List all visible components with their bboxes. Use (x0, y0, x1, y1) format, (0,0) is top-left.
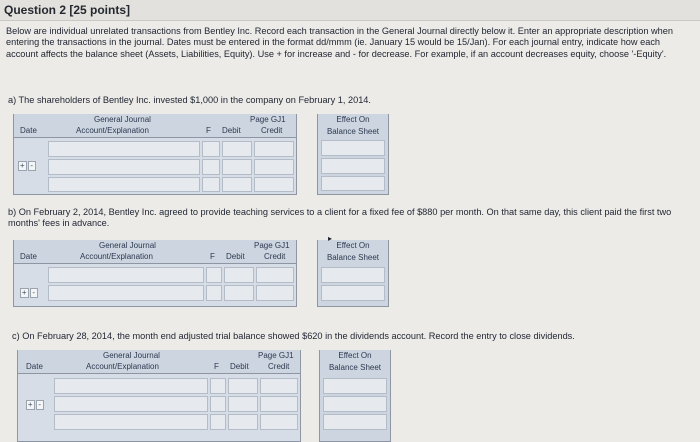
part-a-prompt: a) The shareholders of Bentley Inc. invested $1,000 in the company on February 1, 2014. (8, 95, 371, 105)
folio-input[interactable] (202, 177, 220, 192)
remove-row-button[interactable]: - (28, 161, 37, 171)
account-input[interactable] (54, 396, 208, 412)
journal-title: General Journal (103, 351, 160, 360)
col-credit: Credit (261, 126, 283, 135)
part-c-prompt: c) On February 28, 2014, the month end adjusted trial balance showed $620 in the dividends account. Record the entry to close dividends. (12, 331, 575, 341)
remove-row-button[interactable]: - (36, 400, 45, 410)
folio-input[interactable] (206, 267, 222, 283)
journal-a (13, 114, 297, 195)
effect-select[interactable] (323, 396, 387, 412)
col-f: F (210, 252, 215, 261)
debit-input[interactable] (224, 285, 254, 301)
debit-input[interactable] (222, 177, 252, 192)
col-date: Date (20, 126, 37, 135)
debit-input[interactable] (224, 267, 254, 283)
row-controls (20, 288, 38, 298)
journal-title: General Journal (99, 241, 156, 250)
effect-select[interactable] (321, 176, 385, 191)
credit-input[interactable] (256, 267, 294, 283)
credit-input[interactable] (260, 396, 298, 412)
folio-input[interactable] (206, 285, 222, 301)
effect-select[interactable] (321, 158, 385, 174)
row-controls (26, 400, 44, 410)
credit-input[interactable] (254, 177, 294, 192)
folio-input[interactable] (202, 141, 220, 157)
effect-select[interactable] (321, 285, 385, 301)
effect-line2: Balance Sheet (326, 127, 380, 136)
folio-input[interactable] (210, 378, 226, 394)
debit-input[interactable] (222, 141, 252, 157)
journal-page: Page GJ1 (254, 241, 290, 250)
folio-input[interactable] (202, 159, 220, 175)
account-input[interactable] (48, 285, 204, 301)
col-f: F (214, 362, 219, 371)
credit-input[interactable] (260, 378, 298, 394)
mouse-cursor-icon: ▸ (328, 234, 333, 243)
col-account: Account/Explanation (76, 126, 149, 135)
add-row-button[interactable]: + (21, 288, 27, 297)
journal-b (13, 240, 297, 307)
credit-input[interactable] (256, 285, 294, 301)
folio-input[interactable] (210, 414, 226, 430)
journal-c (17, 350, 301, 442)
effect-line1: Effect On (336, 241, 370, 250)
col-date: Date (26, 362, 43, 371)
account-input[interactable] (54, 414, 208, 430)
debit-input[interactable] (228, 378, 258, 394)
effect-line2: Balance Sheet (328, 363, 382, 372)
col-credit: Credit (268, 362, 290, 371)
effect-on-a (317, 114, 389, 195)
effect-select[interactable] (321, 140, 385, 156)
account-input[interactable] (48, 267, 204, 283)
part-b-prompt: b) On February 2, 2014, Bentley Inc. agreed to provide teaching services to a client for a fixed fee of $880 per month. On that same day, this client paid the first two months' fees in advance. (8, 207, 672, 229)
account-input[interactable] (48, 177, 200, 192)
journal-title: General Journal (94, 115, 151, 124)
col-account: Account/Explanation (86, 362, 159, 371)
question-header (0, 0, 700, 21)
effect-line2: Balance Sheet (326, 253, 380, 262)
add-row-button[interactable]: + (19, 161, 25, 170)
col-debit: Debit (222, 126, 241, 135)
journal-page: Page GJ1 (258, 351, 294, 360)
account-input[interactable] (48, 159, 200, 175)
folio-input[interactable] (210, 396, 226, 412)
debit-input[interactable] (228, 414, 258, 430)
credit-input[interactable] (254, 159, 294, 175)
col-account: Account/Explanation (80, 252, 153, 261)
effect-line1: Effect On (338, 351, 372, 360)
question-instructions: Below are individual unrelated transactions from Bentley Inc. Record each transaction in the General Journal directly below it. Enter an appropriate description when entering the transactions in the journal. Dates must be entered in the format dd/mmm (ie. January 15 would be 15/Jan). For each journal entry, indicate how each account affects the balance sheet (Assets, Liabilities, Equity). Use + for increase and - for decrease. For example, if an account decreases equity, choose '-Equity'. (6, 26, 673, 59)
debit-input[interactable] (222, 159, 252, 175)
col-debit: Debit (230, 362, 249, 371)
effect-on-c (319, 350, 391, 442)
add-row-button[interactable]: + (27, 400, 33, 409)
col-f: F (206, 126, 211, 135)
effect-on-b (317, 240, 389, 307)
account-input[interactable] (54, 378, 208, 394)
credit-input[interactable] (260, 414, 298, 430)
journal-page: Page GJ1 (250, 115, 286, 124)
effect-select[interactable] (321, 267, 385, 283)
effect-select[interactable] (323, 378, 387, 394)
debit-input[interactable] (228, 396, 258, 412)
question-title: Question 2 [25 points] (4, 3, 131, 17)
remove-row-button[interactable]: - (30, 288, 39, 298)
col-credit: Credit (264, 252, 286, 261)
account-input[interactable] (48, 141, 200, 157)
effect-select[interactable] (323, 414, 387, 430)
col-debit: Debit (226, 252, 245, 261)
row-controls (18, 161, 36, 171)
credit-input[interactable] (254, 141, 294, 157)
effect-line1: Effect On (336, 115, 370, 124)
col-date: Date (20, 252, 37, 261)
